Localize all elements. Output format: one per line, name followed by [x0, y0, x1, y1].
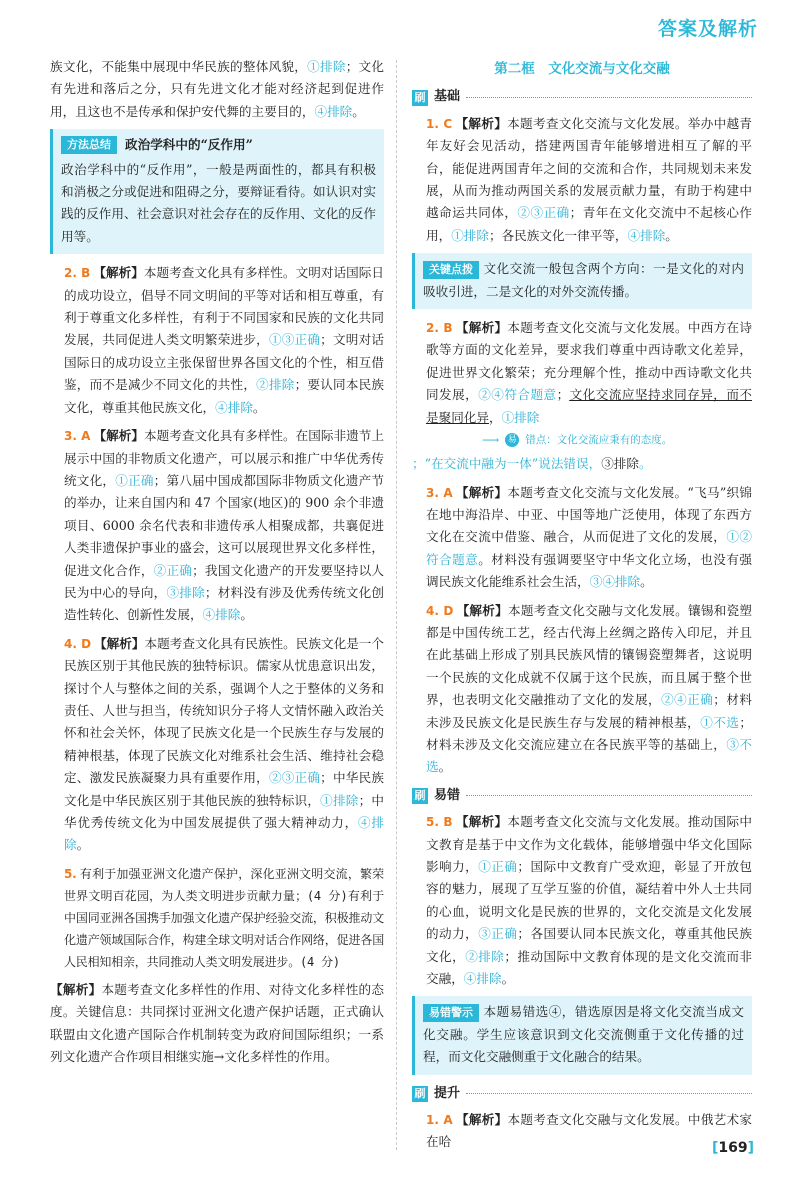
- question-2-explanation: 2. B 【解析】本题考查文化具有多样性。文明对话国际日的成功设立，倡导不同文明间的平等对话和相互尊重，有利于尊重文化多样性，有利于不同国家和民族的文化共同发展，共同促进人类文明繁荣进步，①③正确；文明对话国际日的成功设立主张保留世界各国文化的个性，相互借鉴，而不是减少不同文化的共性，②排除；要认同本民族文化，尊重其他民族文化，④排除。: [64, 265, 385, 415]
- key-tip-box: [412, 253, 752, 309]
- header-title: 答案及解析: [657, 18, 758, 40]
- right-question-5-explanation: 5. B 【解析】本题考查文化交流与文化发展。推动国际中文教育是基于中文作为文化载体，能够增强中华文化国际影响力，①正确；国际中文教育广受欢迎，彰显了开放包容的魅力，展现了互学互鉴的价值，凝结着中外人士共同的心血，说明文化是民族的世界的，文化交流是文化发展的动力，③正确；各国要认同本民族文化，尊重其他民族文化，②排除；推动国际中文教育体现的是文化交流而非交融，④排除。: [426, 814, 753, 987]
- right-question-1-explanation: 1. C 【解析】本题考查文化交流与文化发展。举办中越青年友好会见活动，搭建两国青年能够增进相互了解的平台，能促进两国青年之间的交流和合作，共同规划未来发展，从而为推动两国关系的发展贡献力量，有助于构建中越命运共同体，②③正确；青年在文化交流中不起核心作用，①排除；各民族文化一律平等，④排除。: [426, 115, 753, 243]
- key-tip-badge: 关键点拨: [423, 261, 479, 279]
- error-point-underline: 文化交流应坚持求同存异，而不是聚同化异: [426, 387, 753, 425]
- section-title: 第二框 文化交流与文化交融: [494, 61, 670, 77]
- right-question-2-explanation: 2. B 【解析】本题考查文化交流与文化发展。中西方在诗歌等方面的文化差异，要求我们尊重中西诗歌文化差异，促进世界文化繁荣；充分理解个性，推动中西诗歌文化共同发展，②④符合题意；文化交流应坚持求同存异，而不是聚同化异，①排除: [426, 320, 753, 425]
- method-summary-body: 政治学科中的“反作用”，一般是两面性的，都具有积极和消极之分或促进和阻碍之分，要辩证看待。如认识对实践的反作用、社会意识对社会存在的反作用、文化的反作用等。: [61, 161, 376, 244]
- section-divider-line: [466, 1093, 752, 1094]
- column-divider: [396, 60, 397, 1150]
- section-divider-line: [466, 97, 752, 98]
- error-warning-badge: 易错警示: [423, 1004, 479, 1022]
- error-warning-body: 本题易错选④，错选原因是将文化交流当成文化交融。学生应该意识到文化交流侧重于文化传播的过程，而文化交融侧重于文化融合的结果。: [423, 1004, 744, 1065]
- section-divider-line: [466, 795, 752, 796]
- question-4-explanation: 4. D 【解析】本题考查文化具有民族性。民族文化是一个民族区别于其他民族的独特标识。儒家从忧患意识出发，探讨个人与整体之间的关系，强调个人之于整体的义务和责任、人世与担当，传统知识分子将人文情怀融入政治关怀和社会关怀，体现了民族文化是一个民族生存与发展的精神根基，体现了民族文化对维系社会生活、维持社会稳定、激发民族凝聚力具有重要作用，②③正确；中华民族文化是中华民族区别于其他民族的独特标识，①排除；中华优秀传统文化为中国发展提供了强大精神动力，④排除。: [64, 635, 385, 853]
- section-error-header: [412, 785, 752, 807]
- brush-icon: 刷: [412, 1086, 428, 1102]
- question-5-answer: 5. 有利于加强亚洲文化遗产保护，深化亚洲文明交流，繁荣世界文明百花园，为人类文明进步贡献力量；(4 分)有利于中国同亚洲各国携手加强文化遗产保护经验交流，积极推动文化遗产领域国际合作，构建全球文明对话合作网络，促进各国人民相知相亲，共同推动人类文明发展进步。(4 分): [64, 866, 384, 969]
- section-basic-header: [412, 86, 752, 108]
- section-improve-header: [412, 1083, 752, 1105]
- right-question-2-continued: ；“在交流中融为一体”说法错误，③排除。: [412, 456, 652, 472]
- arrow-icon: ⟶: [482, 433, 500, 448]
- error-warning-box: [412, 996, 752, 1074]
- left-column: [50, 56, 384, 1074]
- right-question-4-explanation: 4. D 【解析】本题考查文化交融与文化发展。镶锡和瓷塑都是中国传统工艺，经古代海上丝绸之路传入印尼，并且在此基础上形成了别具民族风情的镶锡瓷塑舞者，这说明一个民族的文化成就不仅属于这个民族，而且属于整个世界，也表明文化交融推动了文化的发展，②④正确；材料未涉及民族文化是民族生存与发展的精神根基，①不选；材料未涉及文化交流应建立在各民族平等的基础上，③不选。: [426, 602, 753, 775]
- question-5-explanation: 【解析】本题考查文化多样性的作用、对待文化多样性的态度。关键信息：共同探讨亚洲文化遗产保护话题，正式确认联盟由文化遗产国际合作机制转变为政府间国际组织；一系列文化遗产合作项目相继实施→文化多样性的作用。: [50, 981, 385, 1065]
- brush-icon: 刷: [412, 788, 428, 804]
- error-note-text: 错点：文化交流应秉有的态度。: [525, 434, 673, 447]
- method-summary-badge: 方法总结: [61, 136, 117, 154]
- section-basic-label: 基础: [434, 89, 461, 105]
- right-column: [412, 56, 752, 1160]
- method-summary-heading: 政治学科中的“反作用”: [125, 137, 253, 153]
- error-point-note: [412, 431, 752, 449]
- brush-icon: 刷: [412, 90, 428, 106]
- section-improve-label: 提升: [434, 1085, 461, 1101]
- error-note-icon: 易: [505, 433, 519, 447]
- section-error-label: 易错: [434, 787, 461, 803]
- method-summary-box: [50, 129, 384, 254]
- right-question-3-explanation: 3. A 【解析】本题考查文化交流与文化发展。“飞马”织锦在地中海沿岸、中亚、中国等地广泛使用，体现了东西方文化在交流中借鉴、融合，从而促进了文化的发展，①②符合题意。材料没有强调要坚守中华文化立场，也没有强调民族文化能维系社会生活，③④排除。: [426, 484, 753, 590]
- key-tip-body: 文化交流一般包含两个方向：一是文化的对内吸收引进，二是文化的对外交流传播。: [423, 261, 744, 299]
- intro-paragraph: 族文化，不能集中展现中华民族的整体风貌，①排除；文化有先进和落后之分，只有先进文化才能对经济起到促进作用，且这也不是传承和保护安代舞的主要目的，④排除。: [50, 59, 385, 119]
- improve-question-1-explanation: 1. A 【解析】本题考查文化交融与文化发展。中俄艺术家在哈: [426, 1112, 753, 1150]
- page-number: [169]: [711, 1140, 754, 1156]
- question-3-explanation: 3. A 【解析】本题考查文化具有多样性。在国际非遗节上展示中国的非物质文化遗产，可以展示和推广中华优秀传统文化，①正确；第八届中国成都国际非物质文化遗产节的举办，让来自国内和 47 个国家(地区)的 900 余个非遗项目、6000 余名代表和非遗传承人相聚成都，共襄促进人类非遗保护事业的盛会，这可以展现世界文化多样性，促进文化合作，②正确；我国文化遗产的开发要坚持以人民为中心的导向，③排除；材料没有涉及优秀传统文化创造性转化、创新性发展，④排除。: [64, 428, 385, 623]
